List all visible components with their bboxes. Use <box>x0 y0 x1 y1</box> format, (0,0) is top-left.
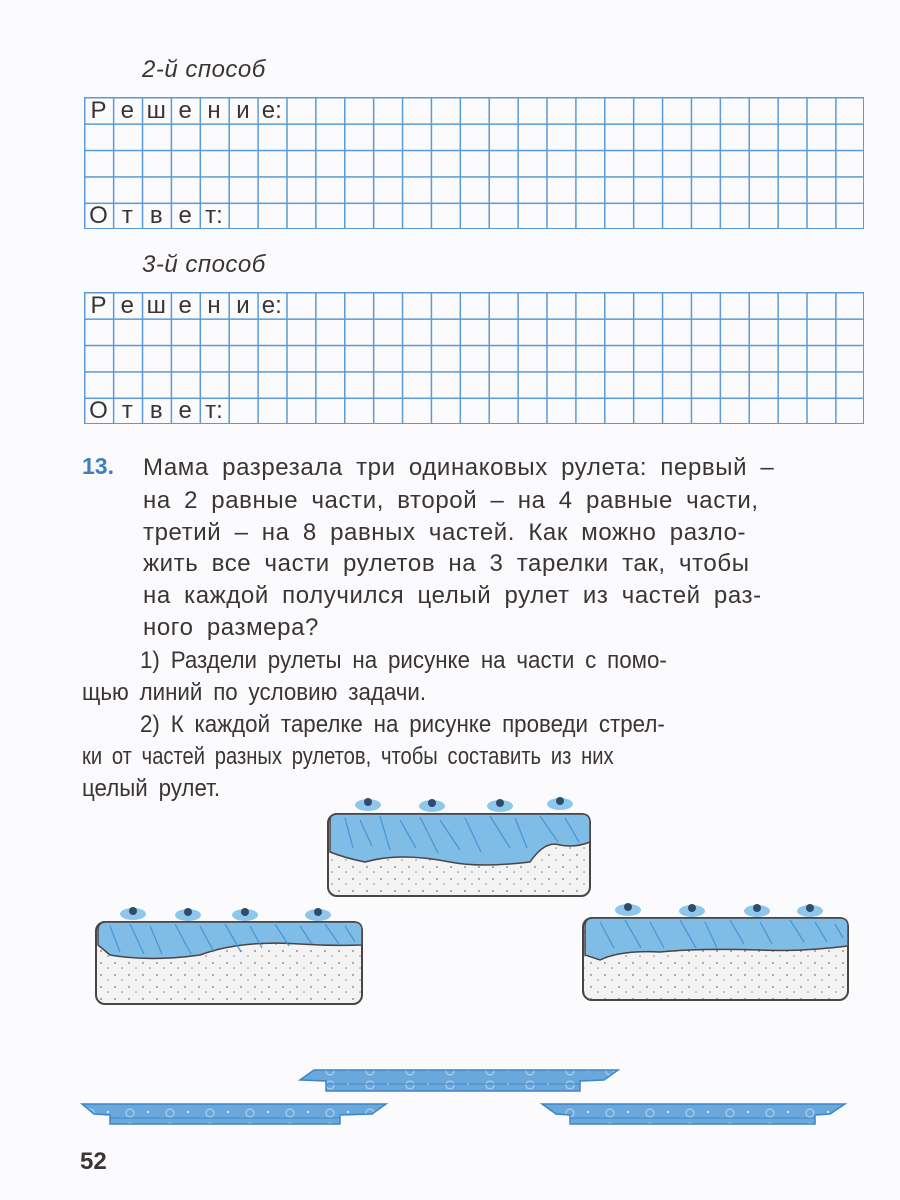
flower-decorations <box>615 903 823 917</box>
plate-right[interactable] <box>542 1104 845 1124</box>
step-line: целый рулет. <box>82 775 221 802</box>
task-line: на 2 равные части, второй – на 4 равные части, <box>143 487 759 514</box>
label-char: е <box>120 292 135 319</box>
label-char: т <box>121 397 133 424</box>
task-line: третий – на 8 равных частей. Как можно разло- <box>143 519 747 546</box>
solution-label <box>84 98 286 124</box>
roll-left[interactable] <box>96 907 362 1004</box>
task-number: 13. <box>82 453 114 479</box>
label-char: т <box>121 202 133 229</box>
label-char: е: <box>261 292 282 319</box>
task-line: жить все части рулетов на 3 тарелки так, чтобы <box>143 550 750 577</box>
label-char: ш <box>146 292 166 319</box>
label-char: в <box>149 397 163 424</box>
solution-grid-3[interactable] <box>84 292 864 424</box>
step-line: 2) К каждой тарелке на рисунке проведи стрел- <box>140 711 665 738</box>
label-char: е <box>178 97 192 124</box>
plate-left[interactable] <box>82 1104 386 1124</box>
answer-label <box>84 203 228 229</box>
roll-right[interactable] <box>583 903 848 1000</box>
label-char: е <box>178 397 192 424</box>
label-char: в <box>149 202 163 229</box>
label-char: е <box>120 97 135 124</box>
label-char: т: <box>205 202 223 229</box>
rolls-illustration <box>0 780 900 1140</box>
task-line: на каждой получился целый рулет из частей раз- <box>143 582 762 609</box>
step-line: 1) Раздели рулеты на рисунке на части с помо- <box>140 647 667 674</box>
roll-top[interactable] <box>328 797 590 896</box>
label-char: е <box>178 202 192 229</box>
label-char: е <box>178 292 192 319</box>
answer-label <box>84 398 228 424</box>
page-number: 52 <box>80 1148 107 1175</box>
label-char: и <box>236 292 250 319</box>
label-char: и <box>236 97 250 124</box>
step-line: щью линий по условию задачи. <box>82 679 427 706</box>
label-char: ш <box>146 97 166 124</box>
label-char: О <box>89 397 108 424</box>
flower-decorations <box>355 797 573 812</box>
label-char: Р <box>90 292 107 319</box>
label-char: Р <box>90 97 107 124</box>
flower-decorations <box>120 907 331 921</box>
label-char: т: <box>205 397 223 424</box>
method-3-title: 3-й способ <box>142 251 266 278</box>
label-char: е: <box>261 97 282 124</box>
solution-label <box>84 293 286 319</box>
method-2-title: 2-й способ <box>142 56 266 83</box>
label-char: н <box>207 97 221 124</box>
task-line: Мама разрезала три одинаковых рулета: первый – <box>143 454 775 481</box>
label-char: О <box>89 202 108 229</box>
plate-top[interactable] <box>300 1070 618 1091</box>
label-char: н <box>207 292 221 319</box>
solution-grid-2[interactable] <box>84 97 864 229</box>
task-line: ного размера? <box>143 614 319 641</box>
step-line: ки от частей разных рулетов, чтобы составить из них <box>82 743 614 770</box>
